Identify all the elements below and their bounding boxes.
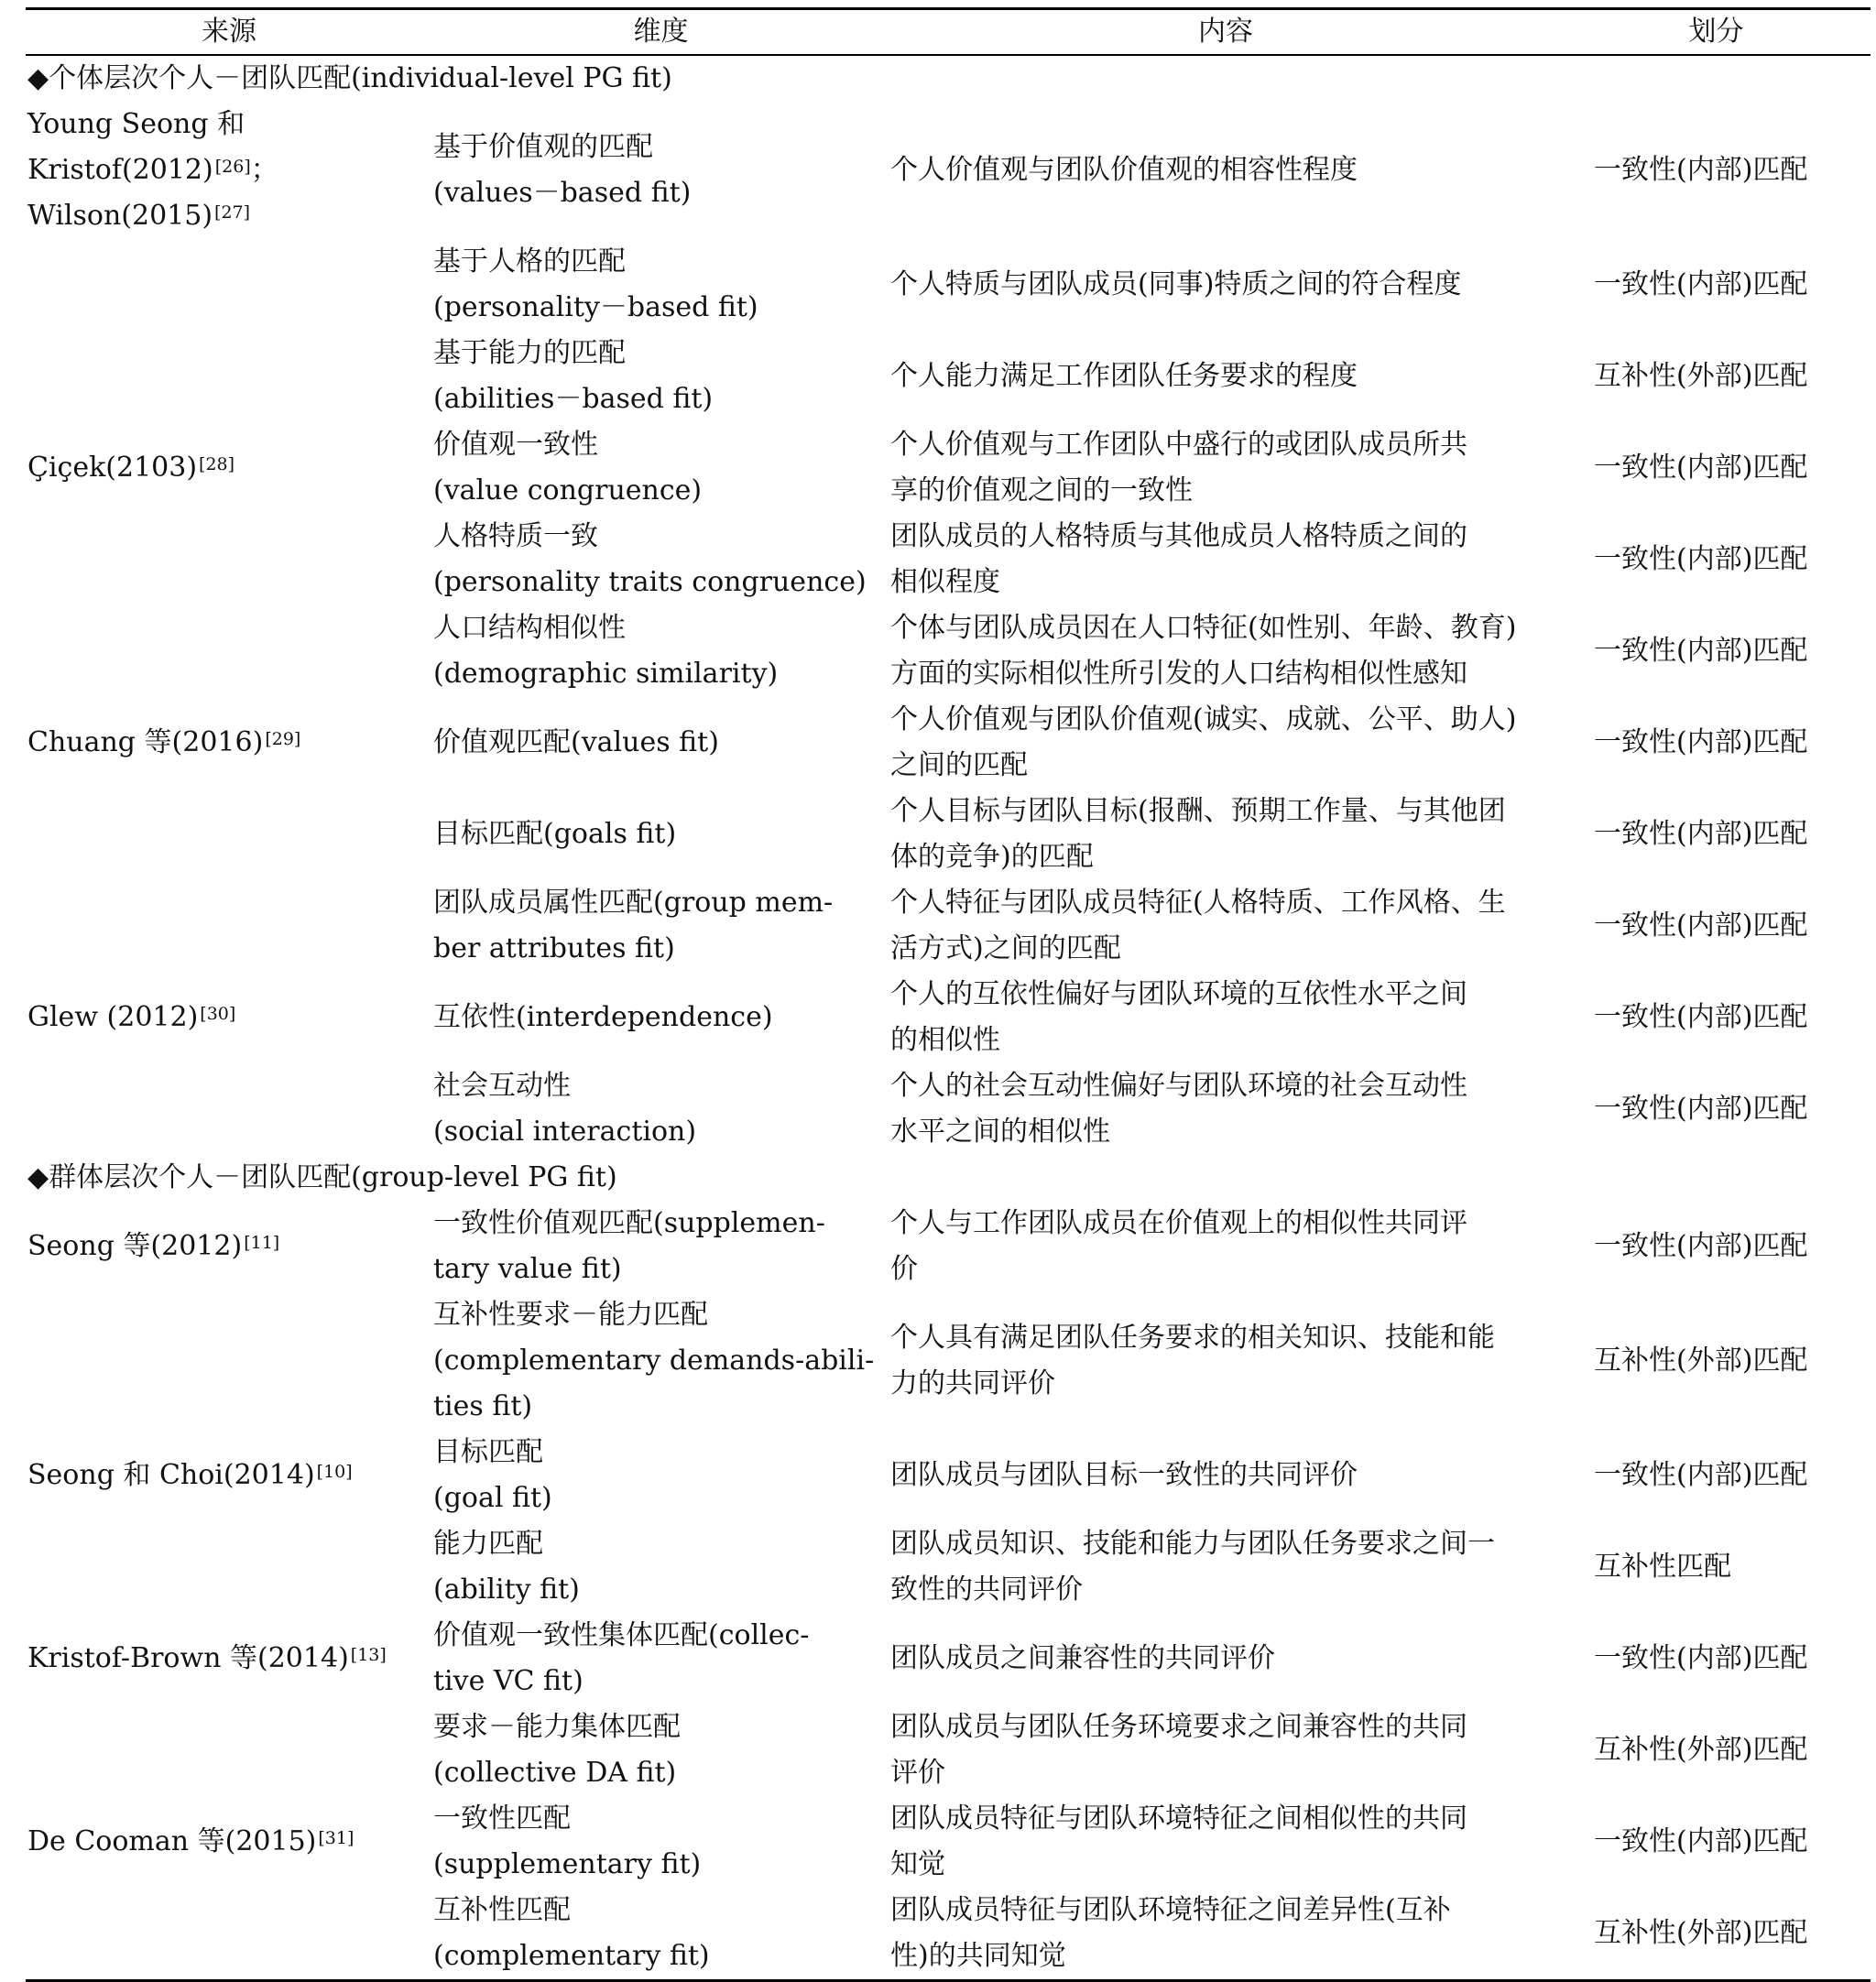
cell-source bbox=[26, 1796, 432, 1888]
cell-dimension bbox=[432, 697, 889, 789]
dimension-line bbox=[433, 880, 889, 926]
table-row bbox=[26, 102, 1871, 239]
cell-content bbox=[889, 789, 1562, 880]
header-content: 内容 bbox=[889, 9, 1562, 56]
dimension-line bbox=[433, 1567, 889, 1613]
source-line-text: Chuang 等(2016) bbox=[27, 726, 264, 758]
dimension-line bbox=[433, 331, 889, 376]
content-line-text: 评价 bbox=[890, 1757, 945, 1789]
cell-content bbox=[889, 1201, 1562, 1292]
content-line-text: 团队成员的人格特质与其他成员人格特质之间的 bbox=[890, 520, 1467, 552]
dimension-line bbox=[433, 1750, 889, 1796]
dimension-line bbox=[433, 376, 889, 422]
table-row bbox=[26, 514, 1871, 605]
content-line bbox=[890, 1636, 1562, 1682]
dimension-line-text: (demographic similarity) bbox=[433, 658, 779, 690]
cell-category: 一致性(内部)匹配 bbox=[1594, 635, 1808, 667]
source-line-text: Çiçek(2103) bbox=[27, 452, 198, 484]
cell-dimension bbox=[432, 1292, 889, 1430]
content-line bbox=[890, 1453, 1562, 1498]
cell-category: 一致性(内部)匹配 bbox=[1594, 1642, 1808, 1674]
table-row bbox=[26, 1201, 1871, 1292]
source-line-text: Glew (2012) bbox=[27, 1001, 199, 1033]
dimension-line bbox=[433, 1933, 889, 1979]
dimension-line bbox=[433, 1659, 889, 1704]
cell-content bbox=[889, 972, 1562, 1063]
header-category: 划分 bbox=[1562, 9, 1871, 56]
source-line bbox=[27, 1224, 432, 1269]
content-line bbox=[890, 789, 1562, 834]
cell-category: 互补性(外部)匹配 bbox=[1594, 360, 1808, 392]
cell-source bbox=[26, 1201, 432, 1292]
section-title: ◆个体层次个人－团队匹配(individual-level PG fit) bbox=[27, 62, 672, 94]
dimension-line-text: 目标匹配 bbox=[433, 1436, 543, 1468]
cell-source bbox=[26, 1521, 432, 1613]
cell-dimension bbox=[432, 605, 889, 697]
source-punct: ； bbox=[250, 154, 278, 186]
content-line bbox=[890, 1315, 1562, 1361]
cell-source bbox=[26, 1430, 432, 1521]
table-row bbox=[26, 422, 1871, 514]
content-line-text: 价 bbox=[890, 1253, 918, 1285]
source-line-text: Young Seong 和 bbox=[27, 108, 245, 140]
content-line bbox=[890, 1247, 1562, 1292]
citation-superscript: [28] bbox=[199, 454, 235, 474]
dimension-line bbox=[433, 170, 889, 216]
cell-category: 一致性(内部)匹配 bbox=[1594, 909, 1808, 942]
dimension-line-text: (complementary demands-abili- bbox=[433, 1345, 875, 1377]
cell-source bbox=[26, 789, 432, 880]
dimension-line-text: (supplementary fit) bbox=[433, 1848, 702, 1880]
source-line bbox=[27, 1453, 432, 1498]
cell-content bbox=[889, 1888, 1562, 1981]
cell-source bbox=[26, 880, 432, 972]
dimension-line-text: (collective DA fit) bbox=[433, 1757, 677, 1789]
table-row bbox=[26, 1796, 1871, 1888]
content-line bbox=[890, 422, 1562, 468]
content-line-text: 个人价值观与团队价值观的相容性程度 bbox=[890, 154, 1358, 186]
dimension-line bbox=[433, 720, 889, 766]
cell-category: 一致性(内部)匹配 bbox=[1594, 1001, 1808, 1033]
content-line bbox=[890, 697, 1562, 743]
dimension-line-text: 互补性匹配 bbox=[433, 1894, 571, 1926]
dimension-line bbox=[433, 1201, 889, 1247]
cell-category: 一致性(内部)匹配 bbox=[1594, 1230, 1808, 1262]
cell-category: 一致性(内部)匹配 bbox=[1594, 452, 1808, 484]
content-line bbox=[890, 926, 1562, 972]
dimension-line bbox=[433, 1109, 889, 1155]
content-line-text: 个人价值观与工作团队中盛行的或团队成员所共 bbox=[890, 429, 1467, 461]
table-row bbox=[26, 239, 1871, 331]
cell-category: 一致性(内部)匹配 bbox=[1594, 154, 1808, 186]
section-row bbox=[26, 1155, 1871, 1201]
content-line-text: 团队成员特征与团队环境特征之间差异性(互补 bbox=[890, 1894, 1451, 1926]
table-row bbox=[26, 331, 1871, 422]
content-line-text: 享的价值观之间的一致性 bbox=[890, 474, 1193, 506]
content-line bbox=[890, 1704, 1562, 1750]
citation-superscript: [13] bbox=[350, 1645, 387, 1665]
dimension-line bbox=[433, 1888, 889, 1933]
dimension-line-text: tary value fit) bbox=[433, 1253, 622, 1285]
table-row bbox=[26, 972, 1871, 1063]
content-line-text: 体的竞争)的匹配 bbox=[890, 841, 1094, 873]
content-line-text: 个人的社会互动性偏好与团队环境的社会互动性 bbox=[890, 1070, 1467, 1102]
cell-source bbox=[26, 239, 432, 331]
cell-source bbox=[26, 102, 432, 239]
cell-source bbox=[26, 1292, 432, 1430]
cell-dimension bbox=[432, 1796, 889, 1888]
cell-category: 互补性匹配 bbox=[1594, 1551, 1731, 1583]
dimension-line bbox=[433, 605, 889, 651]
content-line bbox=[890, 1018, 1562, 1063]
source-line bbox=[27, 147, 432, 193]
dimension-line-text: 人口结构相似性 bbox=[433, 612, 626, 644]
dimension-line-text: 一致性价值观匹配(supplemen- bbox=[433, 1207, 825, 1239]
cell-content bbox=[889, 1430, 1562, 1521]
content-line bbox=[890, 880, 1562, 926]
source-line bbox=[27, 1819, 432, 1865]
dimension-line-text: 能力匹配 bbox=[433, 1528, 543, 1560]
source-line-text: Seong 和 Choi(2014) bbox=[27, 1459, 315, 1491]
cell-dimension bbox=[432, 1063, 889, 1155]
dimension-line bbox=[433, 1292, 889, 1338]
content-line bbox=[890, 147, 1562, 193]
cell-content bbox=[889, 102, 1562, 239]
pg-fit-table bbox=[26, 7, 1871, 1982]
cell-source bbox=[26, 1063, 432, 1155]
source-line bbox=[27, 1636, 432, 1682]
dimension-line bbox=[433, 1384, 889, 1430]
citation-superscript: [30] bbox=[200, 1004, 236, 1024]
dimension-line-text: (value congruence) bbox=[433, 474, 703, 506]
cell-dimension bbox=[432, 1704, 889, 1796]
dimension-line-text: tive VC fit) bbox=[433, 1665, 584, 1697]
cell-dimension bbox=[432, 514, 889, 605]
content-line-text: 知觉 bbox=[890, 1848, 945, 1880]
source-line bbox=[27, 995, 432, 1040]
cell-dimension bbox=[432, 789, 889, 880]
content-line-text: 个人目标与团队目标(报酬、预期工作量、与其他团 bbox=[890, 795, 1506, 827]
content-line bbox=[890, 743, 1562, 789]
dimension-line bbox=[433, 1063, 889, 1109]
cell-category: 互补性(外部)匹配 bbox=[1594, 1734, 1808, 1766]
cell-content bbox=[889, 1292, 1562, 1430]
cell-category: 一致性(内部)匹配 bbox=[1594, 1093, 1808, 1125]
content-line-text: 之间的匹配 bbox=[890, 749, 1028, 781]
dimension-line-text: 团队成员属性匹配(group mem- bbox=[433, 887, 834, 919]
header-dimension: 维度 bbox=[432, 9, 889, 56]
source-line bbox=[27, 720, 432, 766]
source-line-text: Seong 等(2012) bbox=[27, 1230, 243, 1262]
dimension-line bbox=[433, 285, 889, 331]
section-title: ◆群体层次个人－团队匹配(group-level PG fit) bbox=[27, 1161, 617, 1193]
cell-dimension bbox=[432, 880, 889, 972]
content-line-text: 个人与工作团队成员在价值观上的相似性共同评 bbox=[890, 1207, 1467, 1239]
header-source: 来源 bbox=[26, 9, 432, 56]
cell-content bbox=[889, 331, 1562, 422]
cell-dimension bbox=[432, 1521, 889, 1613]
dimension-line-text: (social interaction) bbox=[433, 1116, 697, 1148]
cell-content bbox=[889, 1796, 1562, 1888]
dimension-line-text: (complementary fit) bbox=[433, 1940, 710, 1972]
cell-category: 一致性(内部)匹配 bbox=[1594, 543, 1808, 575]
table-row bbox=[26, 789, 1871, 880]
dimension-line-text: 价值观一致性集体匹配(collec- bbox=[433, 1619, 810, 1651]
content-line bbox=[890, 514, 1562, 560]
table-row bbox=[26, 697, 1871, 789]
source-line-text: Wilson(2015) bbox=[27, 200, 213, 232]
cell-content bbox=[889, 239, 1562, 331]
source-line-text: Kristof(2012) bbox=[27, 154, 213, 186]
content-line bbox=[890, 1888, 1562, 1933]
cell-content bbox=[889, 1704, 1562, 1796]
content-line-text: 团队成员之间兼容性的共同评价 bbox=[890, 1642, 1275, 1674]
content-line bbox=[890, 1361, 1562, 1407]
dimension-line-text: 互补性要求－能力匹配 bbox=[433, 1299, 708, 1331]
header-row bbox=[26, 9, 1871, 56]
table-row bbox=[26, 1888, 1871, 1981]
dimension-line bbox=[433, 1704, 889, 1750]
content-line bbox=[890, 354, 1562, 399]
content-line bbox=[890, 1063, 1562, 1109]
dimension-line-text: 社会互动性 bbox=[433, 1070, 571, 1102]
dimension-line bbox=[433, 651, 889, 697]
section-row bbox=[26, 55, 1871, 102]
cell-category: 互补性(外部)匹配 bbox=[1562, 1888, 1871, 1981]
cell-content bbox=[889, 514, 1562, 605]
dimension-line-text: 基于能力的匹配 bbox=[433, 337, 626, 369]
cell-content bbox=[889, 1613, 1562, 1704]
dimension-line-text: (values－based fit) bbox=[433, 177, 692, 209]
cell-dimension bbox=[432, 1430, 889, 1521]
dimension-line-text: 要求－能力集体匹配 bbox=[433, 1711, 681, 1743]
table-row bbox=[26, 1521, 1871, 1613]
cell-source bbox=[26, 972, 432, 1063]
dimension-line-text: 一致性匹配 bbox=[433, 1802, 571, 1835]
content-line-text: 致性的共同评价 bbox=[890, 1574, 1083, 1606]
content-line-text: 团队成员特征与团队环境特征之间相似性的共同 bbox=[890, 1802, 1467, 1835]
cell-source bbox=[26, 605, 432, 697]
dimension-line-text: (ability fit) bbox=[433, 1574, 580, 1606]
dimension-line bbox=[433, 995, 889, 1040]
dimension-line bbox=[433, 1338, 889, 1384]
content-line-text: 团队成员知识、技能和能力与团队任务要求之间一 bbox=[890, 1528, 1495, 1560]
cell-dimension bbox=[432, 422, 889, 514]
content-line-text: 的相似性 bbox=[890, 1024, 1000, 1056]
content-line bbox=[890, 1567, 1562, 1613]
content-line bbox=[890, 651, 1562, 697]
cell-source bbox=[26, 1704, 432, 1796]
content-line-text: 个人特质与团队成员(同事)特质之间的符合程度 bbox=[890, 268, 1462, 300]
table-row bbox=[26, 1613, 1871, 1704]
content-line-text: 个人的互依性偏好与团队环境的互依性水平之间 bbox=[890, 978, 1467, 1010]
cell-source bbox=[26, 514, 432, 605]
dimension-line bbox=[433, 1476, 889, 1521]
dimension-line bbox=[433, 422, 889, 468]
cell-content bbox=[889, 880, 1562, 972]
dimension-line-text: 基于人格的匹配 bbox=[433, 245, 626, 278]
content-line-text: 个人特征与团队成员特征(人格特质、工作风格、生 bbox=[890, 887, 1506, 919]
document bbox=[26, 7, 1871, 1982]
cell-dimension bbox=[432, 331, 889, 422]
cell-source bbox=[26, 1888, 432, 1981]
cell-source bbox=[26, 1613, 432, 1704]
dimension-line-text: 人格特质一致 bbox=[433, 520, 598, 552]
citation-superscript: [26] bbox=[214, 157, 251, 177]
cell-category: 互补性(外部)匹配 bbox=[1594, 1345, 1808, 1377]
content-line-text: 力的共同评价 bbox=[890, 1367, 1055, 1399]
dimension-line bbox=[433, 514, 889, 560]
dimension-line bbox=[433, 1521, 889, 1567]
dimension-line-text: (personality traits congruence) bbox=[433, 566, 867, 598]
dimension-line bbox=[433, 468, 889, 514]
content-line bbox=[890, 262, 1562, 308]
cell-dimension bbox=[432, 972, 889, 1063]
content-line-text: 方面的实际相似性所引发的人口结构相似性感知 bbox=[890, 658, 1467, 690]
cell-dimension bbox=[432, 1888, 889, 1981]
table-row bbox=[26, 1063, 1871, 1155]
table-body bbox=[26, 55, 1871, 1981]
cell-category: 一致性(内部)匹配 bbox=[1594, 726, 1808, 758]
content-line bbox=[890, 1109, 1562, 1155]
table-row bbox=[26, 1292, 1871, 1430]
dimension-line-text: (personality－based fit) bbox=[433, 291, 758, 323]
table-row bbox=[26, 1704, 1871, 1796]
cell-category: 一致性(内部)匹配 bbox=[1594, 1459, 1808, 1491]
cell-category: 一致性(内部)匹配 bbox=[1594, 818, 1808, 850]
content-line bbox=[890, 972, 1562, 1018]
content-line bbox=[890, 834, 1562, 880]
content-line-text: 个体与团队成员因在人口特征(如性别、年龄、教育) bbox=[890, 612, 1517, 644]
dimension-line-text: 基于价值观的匹配 bbox=[433, 131, 653, 163]
dimension-line bbox=[433, 811, 889, 857]
cell-content bbox=[889, 605, 1562, 697]
dimension-line bbox=[433, 1613, 889, 1659]
content-line bbox=[890, 468, 1562, 514]
cell-dimension bbox=[432, 239, 889, 331]
cell-category: 一致性(内部)匹配 bbox=[1594, 268, 1808, 300]
content-line bbox=[890, 1750, 1562, 1796]
source-line bbox=[27, 193, 432, 239]
dimension-line-text: 价值观匹配(values fit) bbox=[433, 726, 719, 758]
cell-content bbox=[889, 422, 1562, 514]
content-line bbox=[890, 1933, 1562, 1979]
source-line-text: De Cooman 等(2015) bbox=[27, 1825, 317, 1857]
content-line-text: 团队成员与团队目标一致性的共同评价 bbox=[890, 1459, 1358, 1491]
cell-content bbox=[889, 1063, 1562, 1155]
citation-superscript: [11] bbox=[244, 1233, 280, 1253]
dimension-line bbox=[433, 239, 889, 285]
citation-superscript: [27] bbox=[214, 202, 251, 223]
dimension-line-text: ber attributes fit) bbox=[433, 932, 675, 964]
cell-source bbox=[26, 697, 432, 789]
content-line-text: 个人能力满足工作团队任务要求的程度 bbox=[890, 360, 1358, 392]
dimension-line-text: 价值观一致性 bbox=[433, 429, 598, 461]
source-line bbox=[27, 445, 432, 491]
source-line-text: Kristof-Brown 等(2014) bbox=[27, 1642, 349, 1674]
dimension-line bbox=[433, 1247, 889, 1292]
content-line-text: 个人具有满足团队任务要求的相关知识、技能和能 bbox=[890, 1322, 1495, 1354]
cell-content bbox=[889, 1521, 1562, 1613]
table-row bbox=[26, 880, 1871, 972]
dimension-line bbox=[433, 1430, 889, 1476]
content-line bbox=[890, 1796, 1562, 1842]
content-line bbox=[890, 560, 1562, 605]
dimension-line-text: (goal fit) bbox=[433, 1482, 552, 1514]
dimension-line bbox=[433, 125, 889, 170]
content-line-text: 相似程度 bbox=[890, 566, 1000, 598]
cell-content bbox=[889, 697, 1562, 789]
content-line bbox=[890, 1201, 1562, 1247]
dimension-line-text: 目标匹配(goals fit) bbox=[433, 818, 677, 850]
content-line-text: 活方式)之间的匹配 bbox=[890, 932, 1121, 964]
table-row bbox=[26, 605, 1871, 697]
cell-dimension bbox=[432, 1613, 889, 1704]
content-line-text: 水平之间的相似性 bbox=[890, 1116, 1110, 1148]
dimension-line bbox=[433, 926, 889, 972]
source-line bbox=[27, 102, 432, 147]
citation-superscript: [29] bbox=[265, 729, 301, 749]
dimension-line-text: (abilities－based fit) bbox=[433, 383, 714, 415]
cell-dimension bbox=[432, 1201, 889, 1292]
content-line bbox=[890, 1842, 1562, 1888]
table-row bbox=[26, 1430, 1871, 1521]
dimension-line bbox=[433, 1796, 889, 1842]
content-line-text: 团队成员与团队任务环境要求之间兼容性的共同 bbox=[890, 1711, 1467, 1743]
dimension-line bbox=[433, 560, 889, 605]
cell-source bbox=[26, 331, 432, 422]
content-line-text: 个人价值观与团队价值观(诚实、成就、公平、助人) bbox=[890, 703, 1517, 735]
cell-source bbox=[26, 422, 432, 514]
content-line bbox=[890, 605, 1562, 651]
dimension-line-text: 互依性(interdependence) bbox=[433, 1001, 773, 1033]
citation-superscript: [31] bbox=[318, 1828, 354, 1848]
cell-dimension bbox=[432, 102, 889, 239]
content-line bbox=[890, 1521, 1562, 1567]
dimension-line-text: ties fit) bbox=[433, 1390, 533, 1422]
content-line-text: 性)的共同知觉 bbox=[890, 1940, 1066, 1972]
dimension-line bbox=[433, 1842, 889, 1888]
citation-superscript: [10] bbox=[316, 1462, 353, 1482]
cell-category: 一致性(内部)匹配 bbox=[1594, 1825, 1808, 1857]
